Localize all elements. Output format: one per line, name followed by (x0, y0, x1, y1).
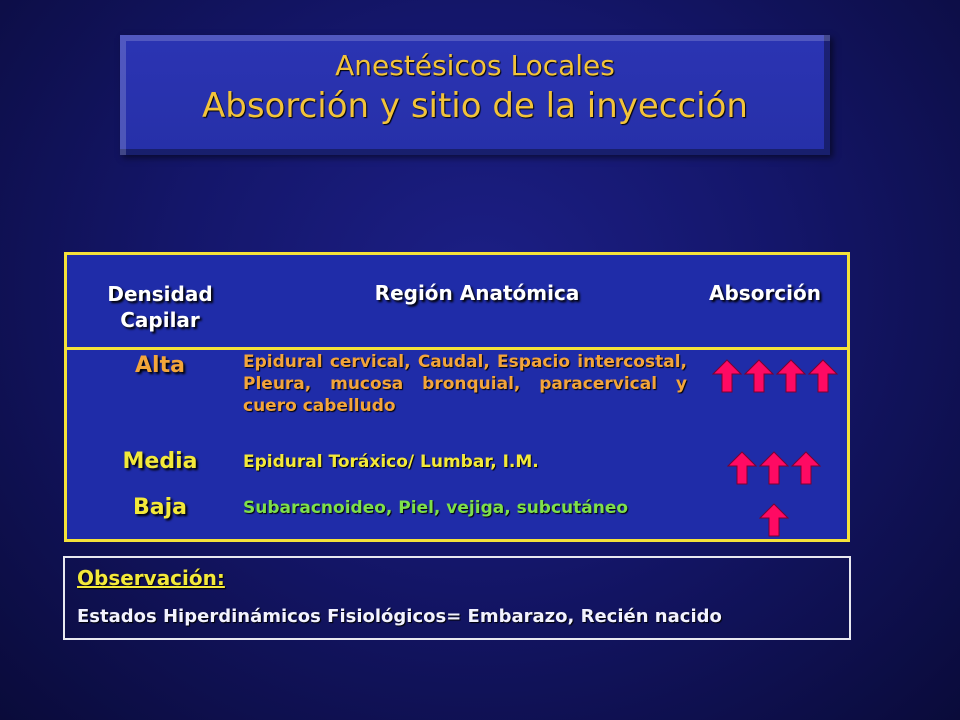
row-level-alta: Alta (135, 353, 185, 378)
row-region-baja: Subaracnoideo, Piel, vejiga, subcutáneo (243, 498, 629, 518)
header-density (85, 281, 235, 333)
slide-title-box (120, 35, 830, 155)
observation-title: Observación: (77, 566, 225, 590)
header-separator (67, 347, 847, 350)
absorption-table (64, 252, 850, 542)
header-region: Región Anatómica (374, 281, 580, 305)
row-region-media: Epidural Toráxico/ Lumbar, I.M. (243, 452, 539, 472)
arrow-up-icon (776, 359, 806, 393)
header-density-line2: Capilar (120, 308, 200, 332)
row-level-baja: Baja (132, 495, 187, 520)
arrows-baja (759, 503, 789, 537)
row-region-alta: Epidural cervical, Caudal, Espacio intercostal, Pleura, mucosa bronquial, paracervical y cuero cabelludo (243, 352, 687, 416)
arrow-up-icon (727, 451, 757, 485)
header-density-line1: Densidad (107, 282, 213, 306)
row-level-media: Media (122, 449, 198, 474)
observation-box (63, 556, 851, 640)
slide-title: Anestésicos Locales (335, 49, 615, 82)
header-absorption: Absorción (709, 281, 821, 305)
slide-subtitle: Absorción y sitio de la inyección (202, 86, 748, 126)
arrow-up-icon (808, 359, 838, 393)
arrow-up-icon (759, 451, 789, 485)
arrow-up-icon (744, 359, 774, 393)
arrow-up-icon (791, 451, 821, 485)
observation-text: Estados Hiperdinámicos Fisiológicos= Embarazo, Recién nacido (77, 606, 722, 627)
arrows-alta (712, 359, 838, 393)
arrow-up-icon (759, 503, 789, 537)
arrow-up-icon (712, 359, 742, 393)
arrows-media (727, 451, 821, 485)
